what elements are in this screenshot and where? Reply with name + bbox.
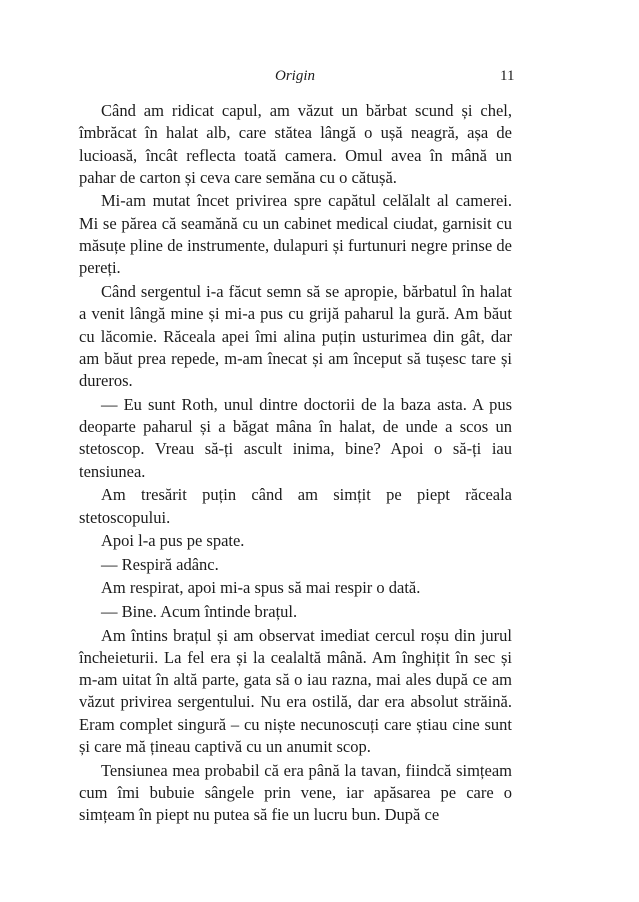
body-text [79, 100, 512, 828]
page-number: 11 [500, 68, 515, 84]
paragraph: Când am ridicat capul, am văzut un bărbat scund și chel, îmbrăcat în halat alb, care stătea lângă o ușă neagră, așa de lucioasă, încât reflecta toată camera. Omul avea în mână un pahar de carton și ceva care semăna cu o cătușă. [79, 101, 512, 187]
running-head [0, 64, 639, 88]
paragraph: Mi-am mutat încet privirea spre capătul celălalt al camerei. Mi se părea că seamănă cu un cabinet medical ciudat, garnisit cu măsuțe pline de instrumente, dulapuri și furtunuri negre prinse de pereți. [79, 191, 512, 278]
paragraph: Apoi l-a pus pe spate. [101, 531, 245, 551]
paragraph: Când sergentul i-a făcut semn să se apropie, bărbatul în halat a venit lângă mine și mi-a pus cu grijă paharul la gură. Am băut cu lăcomie. Răceala apei îmi alina puțin usturimea din gât, dar am băut prea repede, m-am înecat și am început să tușesc tare și dureros. [79, 281, 512, 391]
dialogue-paragraph: — Eu sunt Roth, unul dintre doctorii de la baza asta. A pus deoparte paharul și a băgat mâna în halat, de unde a scos un stetoscop. Vreau să-ți ascult inima, bine? Apoi o să-ți iau tensiunea. [79, 394, 512, 481]
paragraph: Am tresărit puțin când am simțit pe piept răceala stetoscopului. [79, 485, 512, 527]
dialogue-paragraph: — Respiră adânc. [101, 554, 219, 574]
paragraph: Tensiunea mea probabil că era până la tavan, fiindcă simțeam cum îmi bubuie sângele prin vene, iar apăsarea pe care o simțeam în piept nu putea să fie un lucru bun. După ce [79, 760, 512, 825]
paragraph: Am întins brațul și am observat imediat cercul roșu din jurul încheieturii. La fel era și la cealaltă mână. Am înghițit în sec și m-am uitat în altă parte, gata să o iau razna, mai ales după ce am văzut privirea sergentului. Nu era ostilă, dar era absolut străină. Eram complet singură – cu niște necunoscuți care știau cine sunt și care mă țineau captivă cu un anumit scop. [79, 625, 512, 756]
running-head-title: Origin [274, 68, 315, 84]
dialogue-paragraph: — Bine. Acum întinde brațul. [101, 601, 298, 621]
paragraph: Am respirat, apoi mi-a spus să mai respir o dată. [101, 578, 421, 598]
